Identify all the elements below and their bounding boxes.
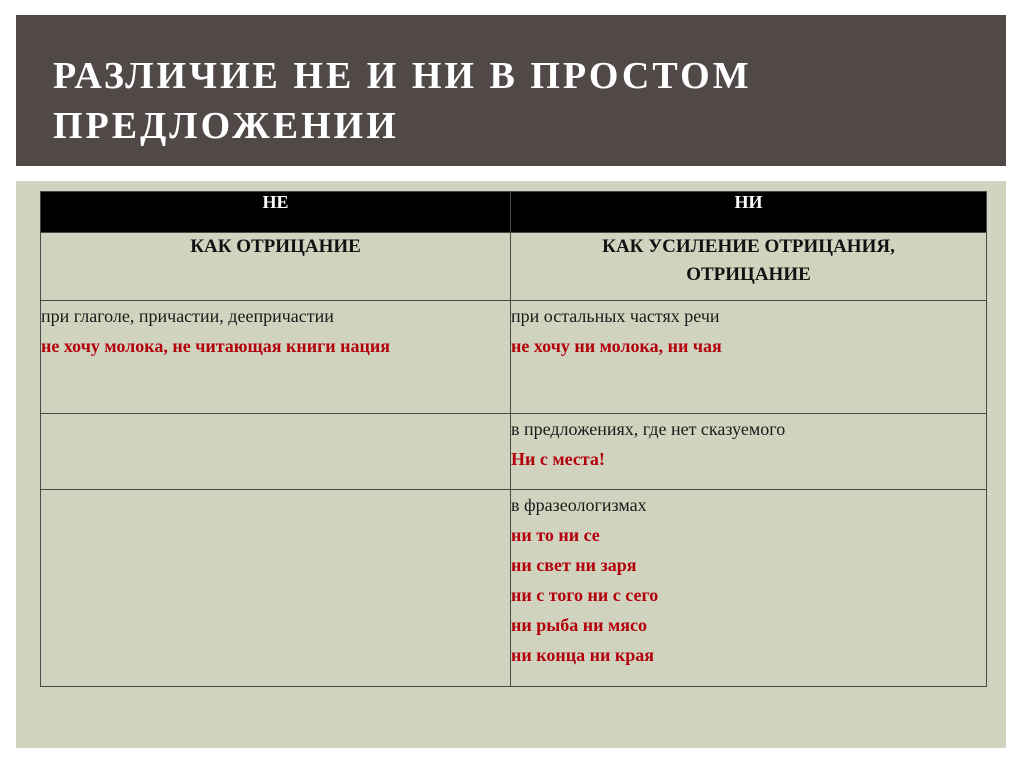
example-text: ни конца ни края xyxy=(511,645,654,665)
example-text: не хочу молока, не читающая книги нация xyxy=(41,336,390,356)
rule-text: при глаголе, причастии, деепричастии xyxy=(41,306,334,326)
header-ne: НЕ xyxy=(41,192,511,233)
table-row xyxy=(41,301,987,414)
comparison-table xyxy=(40,191,987,687)
example-text: ни свет ни заря xyxy=(511,555,637,575)
row2-left-cell xyxy=(41,414,511,490)
header-row xyxy=(41,192,987,233)
row1-right-cell xyxy=(511,301,987,414)
subheader-ni-text: КАК УСИЛЕНИЕ ОТРИЦАНИЯ, ОТРИЦАНИЕ xyxy=(602,236,895,285)
rule-text: в предложениях, где нет сказуемого xyxy=(511,419,786,439)
example-text: ни с того ни с сего xyxy=(511,585,659,605)
subheader-row xyxy=(41,233,987,301)
title-bar xyxy=(16,15,1006,166)
rule-text: при остальных частях речи xyxy=(511,306,720,326)
header-ni: НИ xyxy=(511,192,987,233)
rule-text: в фразеологизмах xyxy=(511,495,647,515)
subheader-ni xyxy=(511,233,987,301)
content-panel xyxy=(16,181,1006,748)
example-text: ни рыба ни мясо xyxy=(511,615,648,635)
row2-right-cell xyxy=(511,414,987,490)
row3-left-cell xyxy=(41,490,511,687)
row1-left-cell xyxy=(41,301,511,414)
example-text: ни то ни се xyxy=(511,525,600,545)
table-row xyxy=(41,414,987,490)
example-text: не хочу ни молока, ни чая xyxy=(511,336,722,356)
slide-title: РАЗЛИЧИЕ НЕ И НИ В ПРОСТОМ ПРЕДЛОЖЕНИИ xyxy=(53,55,752,147)
subheader-ne: КАК ОТРИЦАНИЕ xyxy=(41,233,511,301)
table-row xyxy=(41,490,987,687)
example-text: Ни с места! xyxy=(511,449,605,469)
row3-right-cell xyxy=(511,490,987,687)
